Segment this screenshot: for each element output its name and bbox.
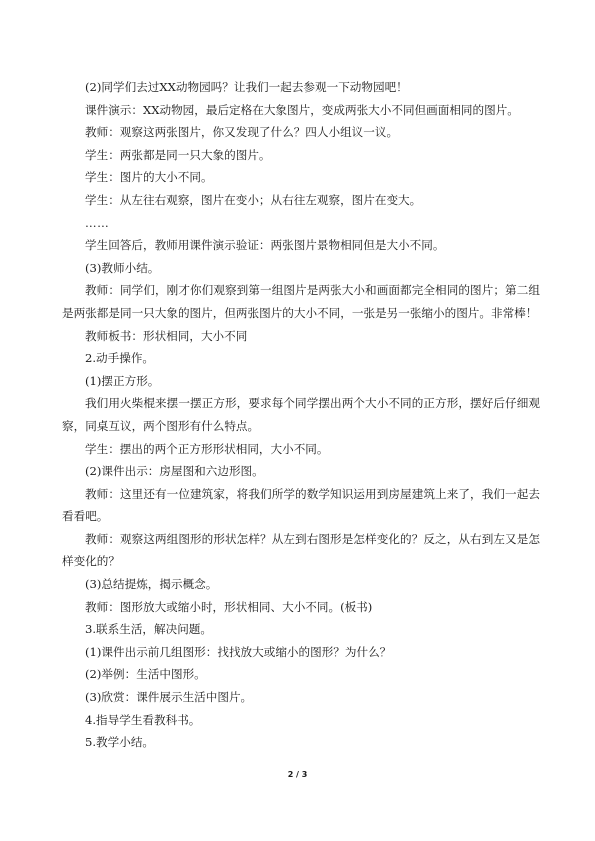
paragraph: 学生：两张都是同一只大象的图片。 [85, 147, 271, 162]
section-heading: 5.教学小结。 [85, 735, 155, 750]
paragraph: 学生：摆出的两个正方形形状相同，大小不同。 [85, 441, 329, 456]
paragraph: (2)举例：生活中图形。 [85, 667, 206, 682]
document-body [62, 76, 540, 754]
paragraph: 学生回答后，教师用课件演示验证：两张图片景物相同但是大小不同。 [85, 238, 445, 253]
paragraph: 我们用火柴棍来摆一摆正方形，要求每个同学摆出两个大小不同的正方形，摆好后仔细观察，同桌互议，两个图形有什么特点。 [62, 396, 540, 433]
paragraph: (2)同学们去过XX动物园吗？让我们一起去参观一下动物园吧！ [85, 80, 408, 94]
section-heading: 4.指导学生看教科书。 [85, 712, 201, 727]
paragraph: 课件演示：XX动物园，最后定格在大象图片，变成两张大小不同但画面相同的图片。 [85, 102, 519, 117]
paragraph: (3)教师小结。 [85, 260, 160, 275]
paragraph: (2)课件出示：房屋图和六边形图。 [85, 464, 264, 479]
ellipsis-paragraph: …… [85, 215, 110, 230]
section-heading: 3.联系生活，解决问题。 [85, 622, 212, 637]
paragraph: 教师：观察这两组图形的形状怎样？从左到右图形是怎样变化的？反之，从右到左又是怎样变化的？ [62, 531, 540, 569]
paragraph: 教师：图形放大或缩小时，形状相同、大小不同。(板书) [85, 599, 373, 614]
paragraph: (1)摆正方形。 [85, 373, 160, 388]
paragraph: 教师：观察这两张图片，你又发现了什么？四人小组议一议。 [85, 125, 399, 140]
paragraph: 教师：这里还有一位建筑家，将我们所学的数学知识运用到房屋建筑上来了，我们一起去看看吧。 [62, 486, 540, 524]
paragraph: (3)欣赏：课件展示生活中图片。 [85, 690, 253, 705]
paragraph: (3)总结提炼，揭示概念。 [85, 577, 218, 592]
paragraph: 学生：图片的大小不同。 [85, 170, 213, 185]
page-number: 2 / 3 [287, 770, 308, 779]
section-heading: 2.动手操作。 [85, 351, 155, 366]
paragraph: (1)课件出示前几组图形：找找放大或缩小的图形？为什么？ [85, 644, 392, 659]
paragraph: 教师：同学们，刚才你们观察到第一组图片是两张大小和画面都完全相同的图片；第二组是两张都是同一只大象的图片，但两张图片的大小不同，一张是另一张缩小的图片。非常棒！ [62, 283, 540, 320]
paragraph: 教师板书：形状相同，大小不同 [85, 328, 248, 343]
paragraph: 学生：从左往右观察，图片在变小；从右往左观察，图片在变大。 [85, 192, 422, 207]
